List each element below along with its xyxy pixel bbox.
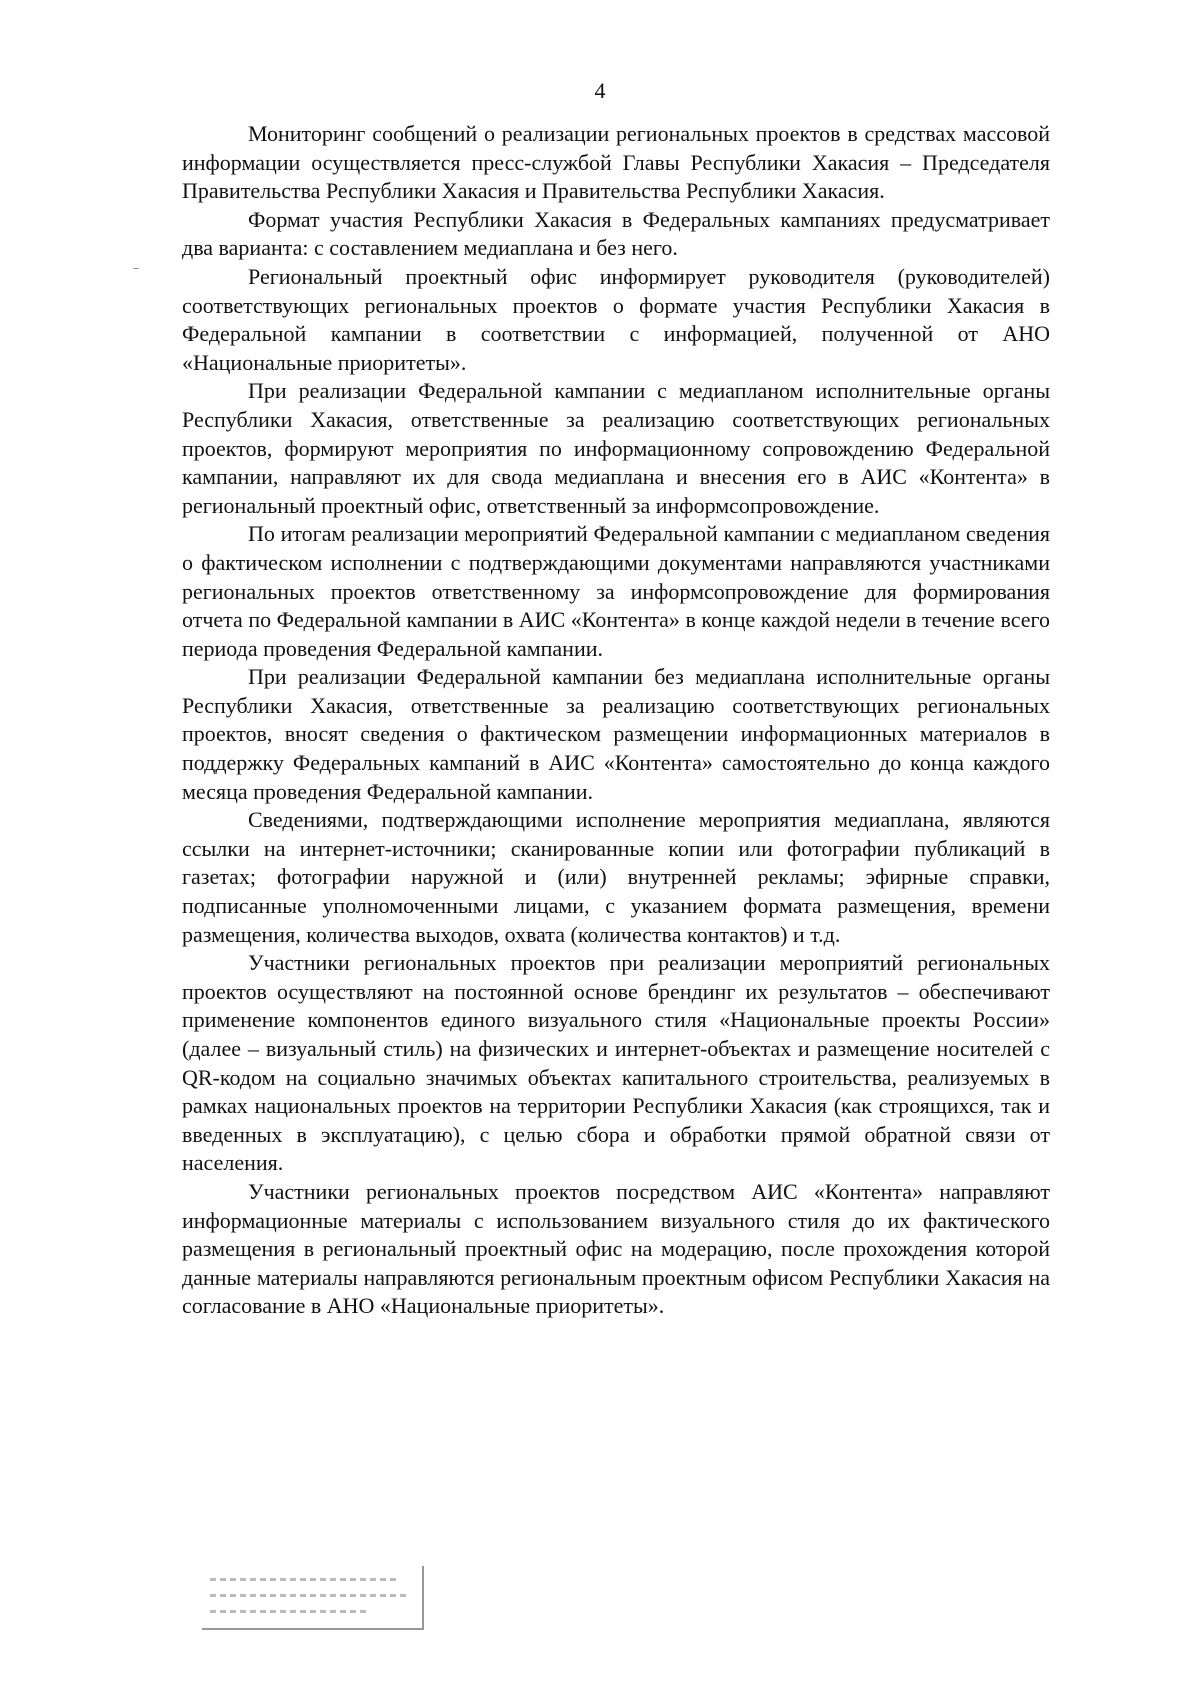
- paragraph: Участники региональных проектов посредством АИС «Контента» направляют информационные материалы с использованием визуального стиля до их фактического размещения в региональный проектный офис на модерацию, после прохождения которой данные материалы направляются региональным проектным офисом Республики Хакасия на согласование в АНО «Национальные приоритеты».: [182, 1178, 1050, 1319]
- paragraph: Формат участия Республики Хакасия в Федеральных кампаниях предусматривает два варианта: с составлением медиаплана и без него.: [182, 206, 1050, 261]
- paragraph: Участники региональных проектов при реализации мероприятий региональных проектов осуществляют на постоянной основе брендинг их результатов – обеспечивают применение компонентов единого визуального стиля «Национальные проекты России» (далее – визуальный стиль) на физических и интернет-объектах и размещение носителей с QR-кодом на социально значимых объектах капитального строительства, реализуемых в рамках национальных проектов на территории Республики Хакасия (как строящихся, так и введенных в эксплуатацию), с целью сбора и обработки прямой обратной связи от населения.: [182, 950, 1050, 1176]
- paragraph: При реализации Федеральной кампании с медиапланом исполнительные органы Республики Хакасия, ответственные за реализацию соответствующих региональных проектов, формируют мероприятия по информационному сопровождению Федеральной кампании, направляют их для свода медиаплана и внесения его в АИС «Контента» в региональный проектный офис, ответственный за информсопровождение.: [182, 378, 1050, 518]
- paragraph: Мониторинг сообщений о реализации региональных проектов в средствах массовой информации осуществляется пресс-службой Главы Республики Хакасия – Председателя Правительства Республики Хакасия и Правительства Республики Хакасия.: [182, 121, 1050, 204]
- paragraph: По итогам реализации мероприятий Федеральной кампании с медиапланом сведения о фактическом исполнении с подтверждающими документами направляются участниками региональных проектов ответственному за информсопровождение для формирования отчета по Федеральной кампании в АИС «Контента» в конце каждой недели в течение всего периода проведения Федеральной кампании.: [182, 521, 1050, 661]
- document-body: [182, 120, 1050, 1321]
- paragraph: Региональный проектный офис информирует руководителя (руководителей) соответствующих региональных проектов о формате участия Республики Хакасия в Федеральной кампании в соответствии с информацией, полученной от АНО «Национальные приоритеты».: [182, 263, 1050, 375]
- faded-stamp: [202, 1566, 424, 1630]
- paragraph: При реализации Федеральной кампании без медиаплана исполнительные органы Республики Хакасия, ответственные за реализацию соответствующих региональных проектов, вносят сведения о фактическом размещении информационных материалов в поддержку Федеральных кампаний в АИС «Контента» самостоятельно до конца каждого месяца проведения Федеральной кампании.: [182, 664, 1050, 804]
- page-number: 4: [594, 78, 606, 103]
- paragraph: Сведениями, подтверждающими исполнение мероприятия медиаплана, являются ссылки на интернет-источники; сканированные копии или фотографии публикаций в газетах; фотографии наружной и (или) внутренней рекламы; эфирные справки, подписанные уполномоченными лицами, с указанием формата размещения, времени размещения, количества выходов, охвата (количества контактов) и т.д.: [182, 807, 1050, 947]
- margin-mark: [133, 268, 139, 269]
